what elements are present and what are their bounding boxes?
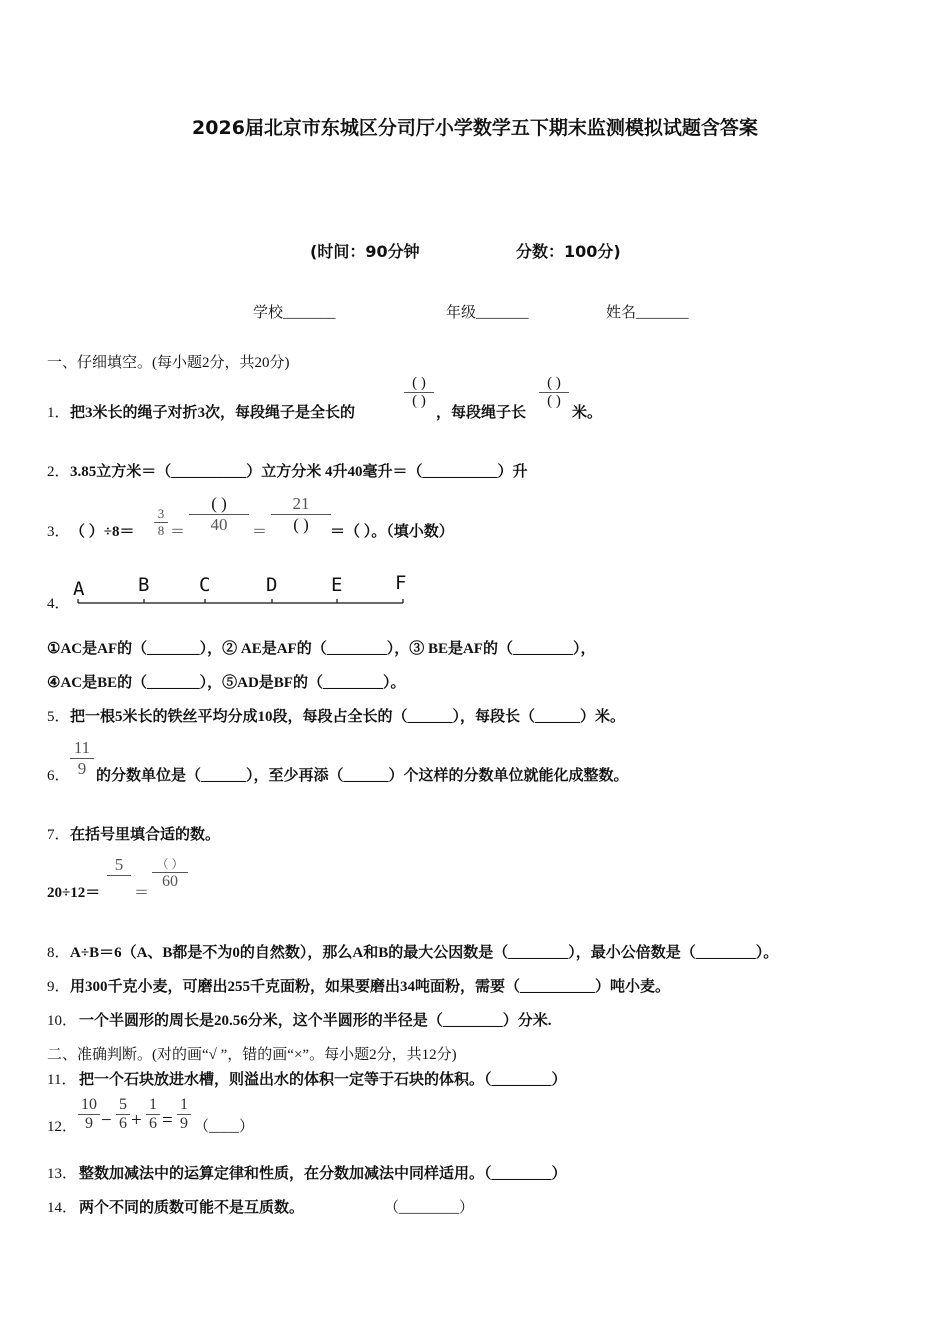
q4-point-c: C: [199, 574, 211, 596]
q12-fraction-2: [116, 1096, 130, 1133]
q3-number: 3．: [47, 524, 70, 540]
q6-frac-denominator: 9: [70, 758, 94, 779]
q3-fraction-1: [154, 506, 168, 539]
q7-frac1-numerator: 5: [114, 855, 124, 874]
q13-text: 整数加减法中的运算定律和性质，在分数加减法中同样适用。（________）: [79, 1166, 567, 1182]
q4-point-d: D: [266, 574, 278, 596]
q7-fraction-2: [152, 855, 188, 891]
q4-subline-1: ①AC是AF的（_______），② AE是AF的（________），③ BE是AF的（________），: [47, 641, 596, 657]
q6-fraction: [70, 738, 94, 779]
q7-frac1-denominator[interactable]: [107, 875, 131, 896]
q12-frac1-numerator: 10: [81, 1096, 97, 1113]
q3-frac3-denominator: ( ): [271, 514, 331, 535]
q14-answer-blank[interactable]: （________）: [384, 1200, 475, 1216]
q1-frac2-denominator: ( ): [539, 392, 569, 410]
q4-subline-2: ④AC是BE的（_______），⑤AD是BF的（________）。: [47, 675, 406, 691]
q1-text-a: 把3米长的绳子对折3次，每段绳子是全长的: [70, 405, 356, 421]
page-title: 2026届北京市东城区分司厅小学数学五下期末监测模拟试题含答案: [192, 117, 758, 139]
section2-heading: 二、准确判断。(对的画“√ ”，错的画“×”。每小题2分，共12分): [47, 1047, 457, 1063]
q8-number: 8．: [47, 945, 70, 961]
q6-number: 6．: [47, 768, 70, 784]
q4-point-e: E: [331, 574, 343, 596]
q12-frac4-numerator: 1: [180, 1096, 188, 1113]
q3-frac3-numerator: 21: [292, 494, 310, 513]
q3-frac1-numerator: 3: [157, 506, 165, 521]
q5-text: 把一根5米长的铁丝平均分成10段，每段占全长的（______），每段长（______）米。: [70, 709, 626, 725]
q2-text: 3.85立方米＝（__________）立方分米 4升40毫升＝（__________）升: [70, 464, 528, 480]
q1-text-c: 米。: [572, 405, 603, 421]
q7-text: 在括号里填合适的数。: [70, 827, 221, 843]
q11-text: 把一个石块放进水槽，则溢出水的体积一定等于石块的体积。（________）: [79, 1072, 567, 1088]
q4-point-b: B: [138, 574, 150, 596]
q1-text-b: ，每段绳子长: [436, 405, 527, 421]
school-field[interactable]: 学校_______: [253, 305, 336, 321]
q12-answer-blank[interactable]: （____）: [194, 1119, 255, 1135]
exam-time: (时间：90分钟: [310, 242, 420, 261]
q4-line-segment: [70, 572, 415, 608]
q12-equals: =: [162, 1110, 173, 1131]
q3-fraction-3: [271, 494, 331, 535]
q6-text: 的分数单位是（______），至少再添（______）个这样的分数单位就能化成整数。: [96, 768, 629, 784]
q5-number: 5．: [47, 709, 70, 725]
q7-frac2-numerator[interactable]: （ ）: [156, 857, 184, 871]
q12-plus: +: [131, 1110, 142, 1131]
q11-number: 11．: [47, 1072, 77, 1088]
q6-frac-numerator: 11: [73, 738, 91, 757]
q1-frac1-denominator: ( ): [404, 392, 434, 410]
q14-text: 两个不同的质数可能不是互质数。: [79, 1200, 305, 1216]
q1-frac2-numerator: ( ): [547, 375, 561, 391]
exam-score: 分数：100分): [516, 242, 621, 261]
section1-heading: 一、仔细填空。(每小题2分，共20分): [47, 355, 290, 371]
q10-text: 一个半圆形的周长是20.56分米，这个半圆形的半径是（________）分米.: [79, 1013, 552, 1029]
q12-fraction-4: [177, 1096, 191, 1133]
q12-frac1-denominator: 9: [78, 1114, 100, 1133]
q12-number: 12．: [47, 1119, 78, 1135]
q7-fraction-1: [107, 855, 131, 896]
q1-number: 1．: [47, 405, 70, 421]
q7-frac2-denominator: 60: [152, 872, 188, 891]
q12-fraction-1: [78, 1096, 100, 1133]
q12-fraction-3: [146, 1096, 160, 1133]
q14-number: 14．: [47, 1200, 78, 1216]
q2-number: 2．: [47, 464, 70, 480]
q8-text: A÷B＝6（A、B都是不为0的自然数），那么A和B的最大公因数是（________），最小公倍数是（________）。: [70, 945, 779, 961]
q4-point-f: F: [395, 572, 407, 594]
q3-fraction-2: [189, 494, 249, 535]
q3-frac2-numerator: ( ): [211, 494, 227, 513]
q4-point-a: A: [73, 578, 85, 600]
q3-text-a: （ ）÷8＝: [70, 524, 135, 540]
q12-frac2-numerator: 5: [119, 1096, 127, 1113]
q10-number: 10．: [47, 1013, 78, 1029]
q12-frac2-denominator: 6: [116, 1114, 130, 1133]
q3-equals: ＝: [170, 524, 186, 540]
q12-frac3-numerator: 1: [149, 1096, 157, 1113]
q12-frac4-denominator: 9: [177, 1114, 191, 1133]
q13-number: 13．: [47, 1166, 78, 1182]
q7-expression: 20÷12＝: [47, 885, 101, 901]
q7-number: 7．: [47, 827, 70, 843]
grade-field[interactable]: 年级_______: [446, 305, 529, 321]
q3-tail: ＝（ ）。（填小数）: [330, 524, 454, 540]
q1-fraction-1: [404, 375, 434, 410]
name-field[interactable]: 姓名_______: [606, 305, 689, 321]
q3-equals-2: ＝: [252, 524, 268, 540]
q1-fraction-2: [539, 375, 569, 410]
q1-frac1-numerator: ( ): [412, 375, 426, 391]
q3-frac2-denominator: 40: [189, 514, 249, 535]
q12-minus: −: [101, 1110, 112, 1131]
q9-number: 9．: [47, 979, 70, 995]
q4-number: 4．: [47, 596, 70, 612]
q7-equals: ＝: [134, 885, 150, 901]
q3-frac1-denominator: 8: [154, 522, 168, 539]
q9-text: 用300千克小麦，可磨出255千克面粉，如果要磨出34吨面粉，需要（__________）吨小麦。: [70, 979, 671, 995]
q12-frac3-denominator: 6: [146, 1114, 160, 1133]
